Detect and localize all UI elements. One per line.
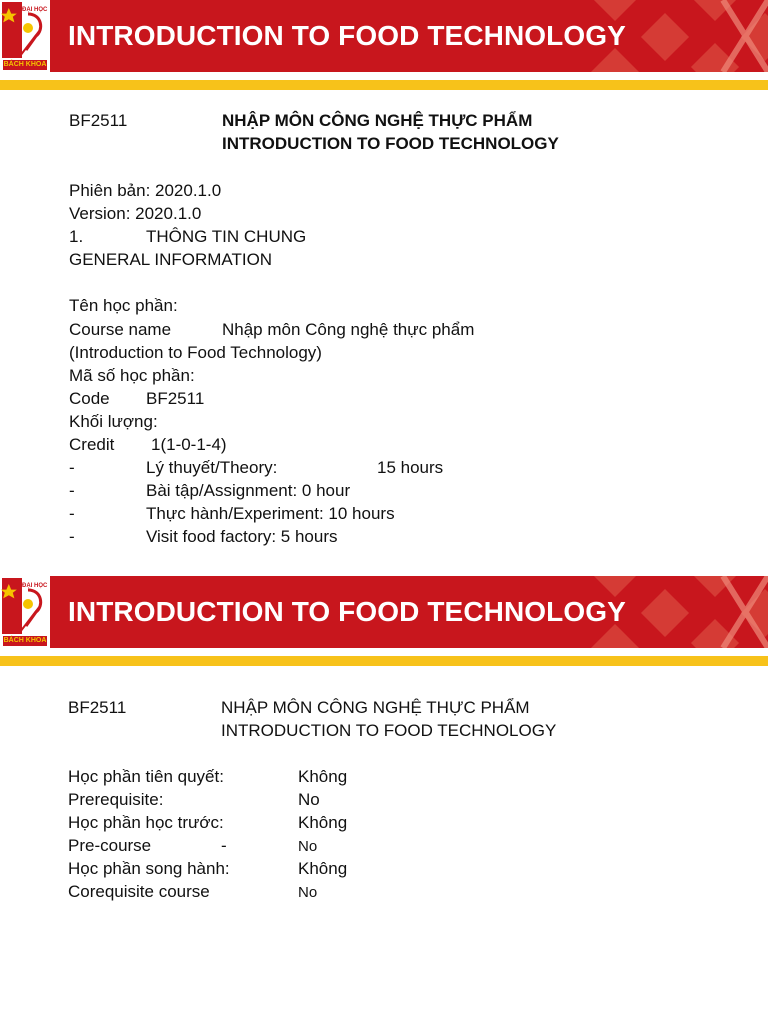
course-name-value-vi: Nhập môn Công nghệ thực phẩm xyxy=(222,320,475,339)
course-name-value-en: (Introduction to Food Technology) xyxy=(69,343,322,362)
course-title-vi: NHẬP MÔN CÔNG NGHỆ THỰC PHẨM xyxy=(221,698,530,717)
version-en: Version: 2020.1.0 xyxy=(69,204,202,223)
list-item-dash: - xyxy=(69,527,75,546)
list-item-experiment: Thực hành/Experiment: 10 hours xyxy=(146,504,395,523)
precourse-label-en: Pre-course xyxy=(68,836,152,855)
yellow-stripe xyxy=(0,80,768,90)
credit-value: 1(1-0-1-4) xyxy=(151,435,227,454)
logo-bottom-text: BÁCH KHOA xyxy=(3,637,47,644)
precourse-value-en: No xyxy=(298,838,318,855)
course-code: BF2511 xyxy=(68,698,127,717)
precourse-value-vi: Không xyxy=(298,813,348,832)
list-item-dash: - xyxy=(69,481,75,500)
corequisite-value-vi: Không xyxy=(298,859,348,878)
header-banner xyxy=(0,0,768,72)
prerequisite-value-en: No xyxy=(298,790,320,809)
bach-khoa-logo xyxy=(0,576,50,648)
course-title-en: INTRODUCTION TO FOOD TECHNOLOGY xyxy=(221,721,557,740)
header-banner xyxy=(0,576,768,648)
course-title-en: INTRODUCTION TO FOOD TECHNOLOGY xyxy=(222,134,559,153)
list-item-theory-value: 15 hours xyxy=(377,458,444,477)
version-vi: Phiên bản: 2020.1.0 xyxy=(69,181,222,200)
slide-2 xyxy=(0,576,768,1024)
course-name-label-en: Course name xyxy=(69,320,172,339)
section-title-en: GENERAL INFORMATION xyxy=(69,250,273,269)
banner-title: INTRODUCTION TO FOOD TECHNOLOGY xyxy=(68,20,626,51)
course-title-vi: NHẬP MÔN CÔNG NGHỆ THỰC PHẨM xyxy=(222,111,533,130)
list-item-visit: Visit food factory: 5 hours xyxy=(146,527,338,546)
yellow-stripe xyxy=(0,656,768,666)
prerequisite-value-vi: Không xyxy=(298,767,348,786)
list-item-assignment: Bài tập/Assignment: 0 hour xyxy=(146,481,351,500)
list-item-dash: - xyxy=(69,458,75,477)
list-item-theory-label: Lý thuyết/Theory: xyxy=(146,458,278,477)
course-code: BF2511 xyxy=(69,111,128,130)
course-name-label-vi: Tên học phần: xyxy=(69,296,178,315)
corequisite-label-en: Corequisite course xyxy=(68,882,210,901)
credit-label-vi: Khối lượng: xyxy=(69,412,158,431)
logo-top-text: ĐẠI HỌC xyxy=(22,583,48,589)
precourse-label-vi: Học phần học trước: xyxy=(68,813,224,832)
code-value: BF2511 xyxy=(146,389,205,408)
corequisite-label-vi: Học phần song hành: xyxy=(68,859,230,878)
logo-bottom-text: BÁCH KHOA xyxy=(3,61,47,68)
code-label-vi: Mã số học phần: xyxy=(69,366,195,385)
corequisite-value-en: No xyxy=(298,884,318,901)
section-title-vi: THÔNG TIN CHUNG xyxy=(146,227,307,246)
code-label-en: Code xyxy=(69,389,110,408)
bach-khoa-logo xyxy=(0,0,50,72)
banner-title: INTRODUCTION TO FOOD TECHNOLOGY xyxy=(68,596,626,627)
logo-top-text: ĐẠI HỌC xyxy=(22,7,48,13)
prerequisite-label-en: Prerequisite: xyxy=(68,790,164,809)
list-item-dash: - xyxy=(69,504,75,523)
section-number: 1. xyxy=(69,227,84,246)
credit-label-en: Credit xyxy=(69,435,115,454)
precourse-dash: - xyxy=(221,836,227,855)
prerequisite-label-vi: Học phần tiên quyết: xyxy=(68,767,224,786)
